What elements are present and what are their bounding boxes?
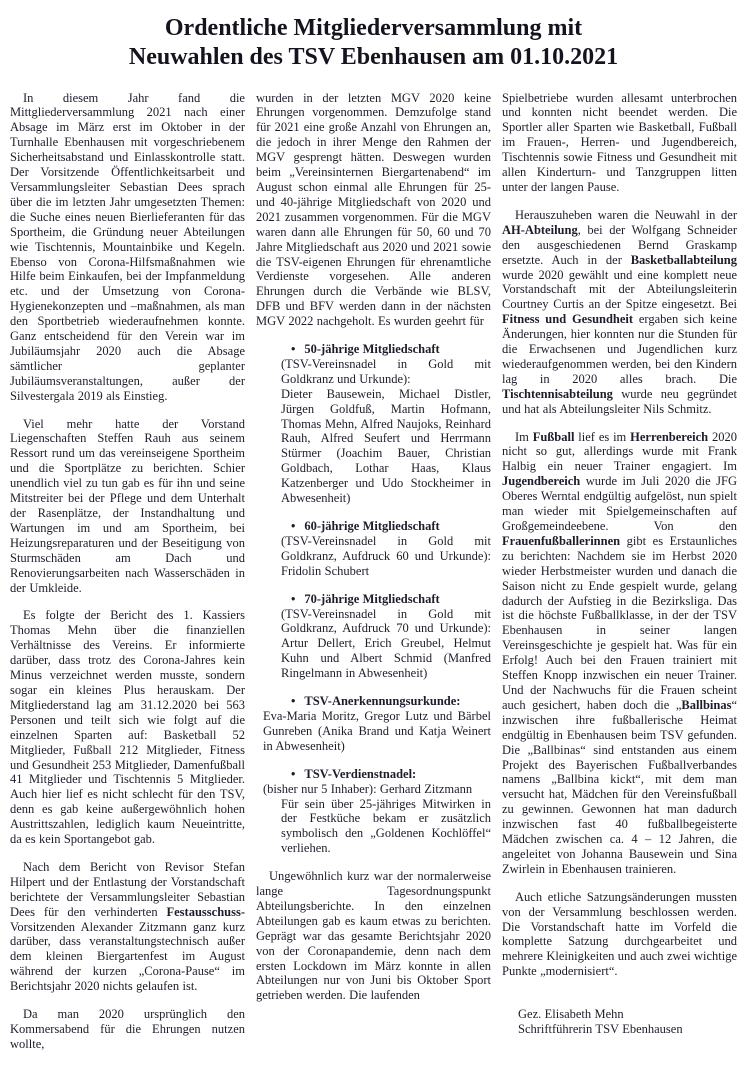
paragraph: Viel mehr hatte der Vorstand Liegenschaften Steffen Rauh aus seinem Ressort rund um das vereinseigene Sportheim und die Sportplätze zu berichten. Schier unendlich viel zu tun gab es für ihn und seine Mitstreiter bei der Pflege und dem Unterhalt der Rasenplätze, der Instandhaltung und Wartungen im und am Sportheim, bei Heizungsreparaturen und der Beseitigung von Sturmschäden am Dach und Renovierungsarbeiten nach Wasserschäden in der Umkleide.: [10, 416, 245, 595]
bullet-icon: •: [291, 591, 296, 606]
paragraph: Ungewöhnlich kurz war der normalerweise lange Tagesordnungspunkt Abteilungsberichte. In den einzelnen Abteilungen gab es kaum etwas zu berichten. Geprägt war das gesamte Berichtsjahr 2020 von der Coronapandemie, denn nach dem ersten Lockdown im März konnte in allen Abteilungen nur von Juni bis Oktober Sport getrieben werden. Die laufenden: [256, 869, 491, 1003]
list-item-heading: [281, 519, 491, 534]
paragraph: Da man 2020 ursprünglich den Kommersabend für die Ehrungen nutzen wollte,: [10, 1007, 245, 1051]
list-item-heading: [281, 767, 491, 782]
list-item-text: Für sein über 25-jähriges Mitwirken in der Festküche bekam er zusätzlich symbolisch den „Goldenen Kochlöffel“ verliehen.: [281, 796, 491, 856]
list-item-heading: [281, 592, 491, 607]
list-item: [281, 342, 491, 506]
paragraph: Spielbetriebe wurden allesamt unterbrochen und konnten nicht beendet werden. Die Sportler aller Sparten wie Basketball, Fußball im Frauen-, Herren- und Jugendbereich, Tischtennis sowie Fitness und Gesundheit mit allen Kinderturn- und Tanzgruppen litten unter der langen Pause.: [502, 90, 737, 194]
signature-line: Schriftführerin TSV Ebenhausen: [518, 1022, 683, 1037]
signature-line: Gez. Elisabeth Mehn: [518, 1007, 624, 1022]
list-item-text: Eva-Maria Moritz, Gregor Lutz und Bärbel Gunreben (Anika Brand und Katja Weinert in Abwesenheit): [263, 708, 491, 753]
bullet-icon: •: [291, 519, 296, 533]
title-line-1: Ordentliche Mitgliederversammlung mit: [164, 15, 583, 41]
list-item-text: Dieter Bausewein, Michael Distler, Jürgen Goldfuß, Martin Hofmann, Thomas Mehn, Alfred Naujoks, Reinhard Rauh, Alfred Seufert und Herrmann Stürmer (Joachim Bauer, Christian Goldbach, Lothar Haas, Klaus Katzenberger und Udo Stockheimer in Abwesenheit): [281, 386, 491, 506]
article-columns: [10, 91, 737, 1065]
paragraph: Nach dem Bericht von Revisor Stefan Hilpert und der Entlastung der Vorstandschaft berichtete der Versammlungsleiter Sebastian Dees für den verhinderten Festausschuss-Vorsitzenden Alexander Zitzmann ganz kurz darüber, dass veranstaltungstechnisch außer dem kleinen Biergartenfest im August während der kurzen „Corona-Pause“ im Berichtsjahr 2020 nichts gelaufen ist.: [10, 859, 245, 994]
page-title: [10, 14, 737, 73]
list-item: [281, 592, 491, 681]
bullet-icon: •: [291, 342, 296, 357]
bullet-icon: •: [291, 766, 296, 781]
list-item-text: (TSV-Vereinsnadel in Gold mit Goldkranz, Aufdruck 60 und Urkunde): Fridolin Schubert: [281, 533, 491, 578]
list-item-title: TSV-Anerkennungsurkunde:: [304, 694, 461, 709]
list-item-text: (bisher nur 5 Inhaber): Gerhard Zitzmann: [263, 781, 473, 796]
list-item-title: 70-jährige Mitgliedschaft: [304, 591, 440, 606]
list-item: [263, 766, 491, 856]
paragraph: wurden in der letzten MGV 2020 keine Ehrungen vorgenommen. Demzufolge stand für 2021 eine große Anzahl von Ehrungen an, die jedoch in ihrer Menge den Rahmen der MGV gesprengt hätten. Deswegen wurden beim „Vereinsinternen Biergartenabend“ im August schon einmal alle Ehrungen für 25- und 40-jährige Mitgliedschaft von 2020 und 2021 zusammen vorgenommen. Für die MGV waren dann alle Ehrungen für 50, 60 und 70 Jahre Mitgliedschaft aus 2020 und 2021 sowie die TSV-eigenen Ehrungen für ehrenamtliche Verdienste vorgesehen. Alle anderen Ehrungen durch die Verbände wie BLSV, DFB und BFV werden dann in der nächsten MGV 2022 nachgeholt. Es wurden geehrt für: [256, 90, 491, 329]
column-3: [502, 91, 737, 1065]
column-1: [10, 91, 245, 1065]
list-item-text: (TSV-Vereinsnadel in Gold mit Goldkranz, Aufdruck 70 und Urkunde): Artur Dellert, Erich Greubel, Helmut Kuhn und Albert Schmid (Manfred Ringelmann in Abwesenheit): [281, 606, 491, 681]
list-item-title: 50-jährige Mitgliedschaft: [304, 342, 440, 357]
paragraph: In diesem Jahr fand die Mittgliederversammlung 2021 nach einer Absage im März erst im Oktober in der Turnhalle Ebenhausen mit vorgeschriebenem Sicherheitsabstand und Einlasskontrolle statt. Der Vorsitzende Öffentlichkeitsarbeit und Versammlungsleiter Sebastian Dees sprach über die im letzten Jahr umgesetzten Themen: die Suche eines neuen Bierlieferanten für das Sportheim, die Gründung neuer Abteilungen wie Tischtennis, Mountainbike und Kegeln. Ebenso von Corona-Hilfsmaßnahmen wie Hilfe beim Einkaufen, bei der Impfanmeldung etc. und der Umsetzung von Corona-Hygienekonzepten und –maßnahmen, als man den Sportbetrieb wiederaufnehmen konnte. Ganz entscheidend für den Verein war im Jubiläumsjahr 2020 auch die Absage sämtlicher geplanter Jubiläumsveranstaltungen, außer der Silvestergala 2019 als Einstieg.: [10, 90, 245, 403]
paragraph: Auch etliche Satzungsänderungen mussten von der Versammlung beschlossen werden. Die Vorstandschaft hatte im Vorfeld die komplette Satzung durchgearbeitet und mehrere Kleinigkeiten und auch zwei wichtige Punkte „modernisiert“.: [502, 889, 737, 979]
column-2: [256, 91, 491, 1065]
list-item-heading: [281, 694, 491, 709]
list-item-title: 60-jährige Mitgliedschaft: [304, 519, 440, 533]
list-item: [281, 519, 491, 579]
paragraph: Herauszuheben waren die Neuwahl in der AH-Abteilung, bei der Wolfgang Schneider den ausgeschiedenen Bernd Graskamp ersetzte. Auch in der Basketballabteilung wurde 2020 gewählt und eine komplett neue Vorstandschaft mit der Abteilungsleiterin Courtney Curtis an der Spitze eingesetzt. Bei Fitness und Gesundheit ergaben sich keine Änderungen, hier konnten nur die Stunden für die Erwachsenen und Jugendlichen kurz wiederaufgenommen werden, bei den Kindern lag in 2020 alles brach. Die Tischtennisabteilung wurde neu gegründet und hat als Abteilungsleiter Nils Schmitz.: [502, 207, 737, 416]
paragraph: Im Fußball lief es im Herrenbereich 2020 nicht so gut, allerdings wurde mit Frank Halbig ein neuer Trainer engagiert. Im Jugendbereich wurde im Juli 2020 die JFG Oberes Werntal endgültig aufgelöst, nun spielt man wieder mit Spielgemeinschaften auf Großgemeindeebene. Von den Frauenfußballerinnen gibt es Erstaunliches zu berichten: Nachdem sie im Herbst 2020 wieder Herbstmeister wurden und danach die Saison nicht zu Ende gespielt wurde, gelang dadurch der Aufstieg in die Bezirksliga. Das ist die höchste Fußballklasse, in der der TSV Ebenhausen in seiner langen Vereinsgeschichte je gespielt hat. Was für ein Erfolg! Auch bei den Frauen trainiert mit Steffen Knopp inzwischen ein neuer Trainer. Und der Nachwuchs für die Frauen scheint auch gesichert, haben doch die „Ballbinas“ inzwischen ihre fußballerische Heimat endgültig in Ebenhausen beim TSV gefunden. Die „Ballbinas“ sind entstanden aus einem Projekt des Bayerischen Fußballverbandes namens „Ballbina kickt“, mit dem man versucht hat, Mädchen für den Vereinsfußball zu gewinnen. Gewonnen hat man dadurch inzwischen fast 40 fußballbegeisterte Mädchen zwischen ca. 4 – 12 Jahren, die angeleitet von Johanna Bausewein und Sina Zwirlein in Ebenhausen trainieren.: [502, 429, 737, 876]
list-item-title: TSV-Verdienstnadel:: [304, 766, 417, 781]
signature: [518, 1007, 737, 1037]
bullet-icon: •: [291, 694, 296, 709]
list-item-heading: [281, 342, 491, 357]
title-line-2: Neuwahlen des TSV Ebenhausen am 01.10.2021: [128, 44, 619, 71]
paragraph: Es folgte der Bericht des 1. Kassiers Thomas Mehn über die finanziellen Verhältnisse des Vereins. Er informierte darüber, dass trotz des Corona-Jahres kein Minus verzeichnet werden musste, sondern sogar ein kleines Plus herauskam. Der Mitgliederstand lag am 31.12.2020 bei 563 Personen und teilt sich wie folgt auf die einzelnen Sparten auf: Basketball 52 Mitglieder, Fußball 212 Mitglieder, Fitness und Gesundheit 253 Mitglieder, Damenfußball 41 Mitglieder und Tischtennis 5 Mitglieder. Auch hier lief es nicht schlecht für den TSV, denn es gab keine außergewöhnlich hohen Austrittszahlen, lediglich kaum Neueintritte, da es kein Sportangebot gab.: [10, 608, 245, 847]
list-item-text: (TSV-Vereinsnadel in Gold mit Goldkranz und Urkunde):: [281, 356, 491, 386]
list-item: [263, 694, 491, 754]
